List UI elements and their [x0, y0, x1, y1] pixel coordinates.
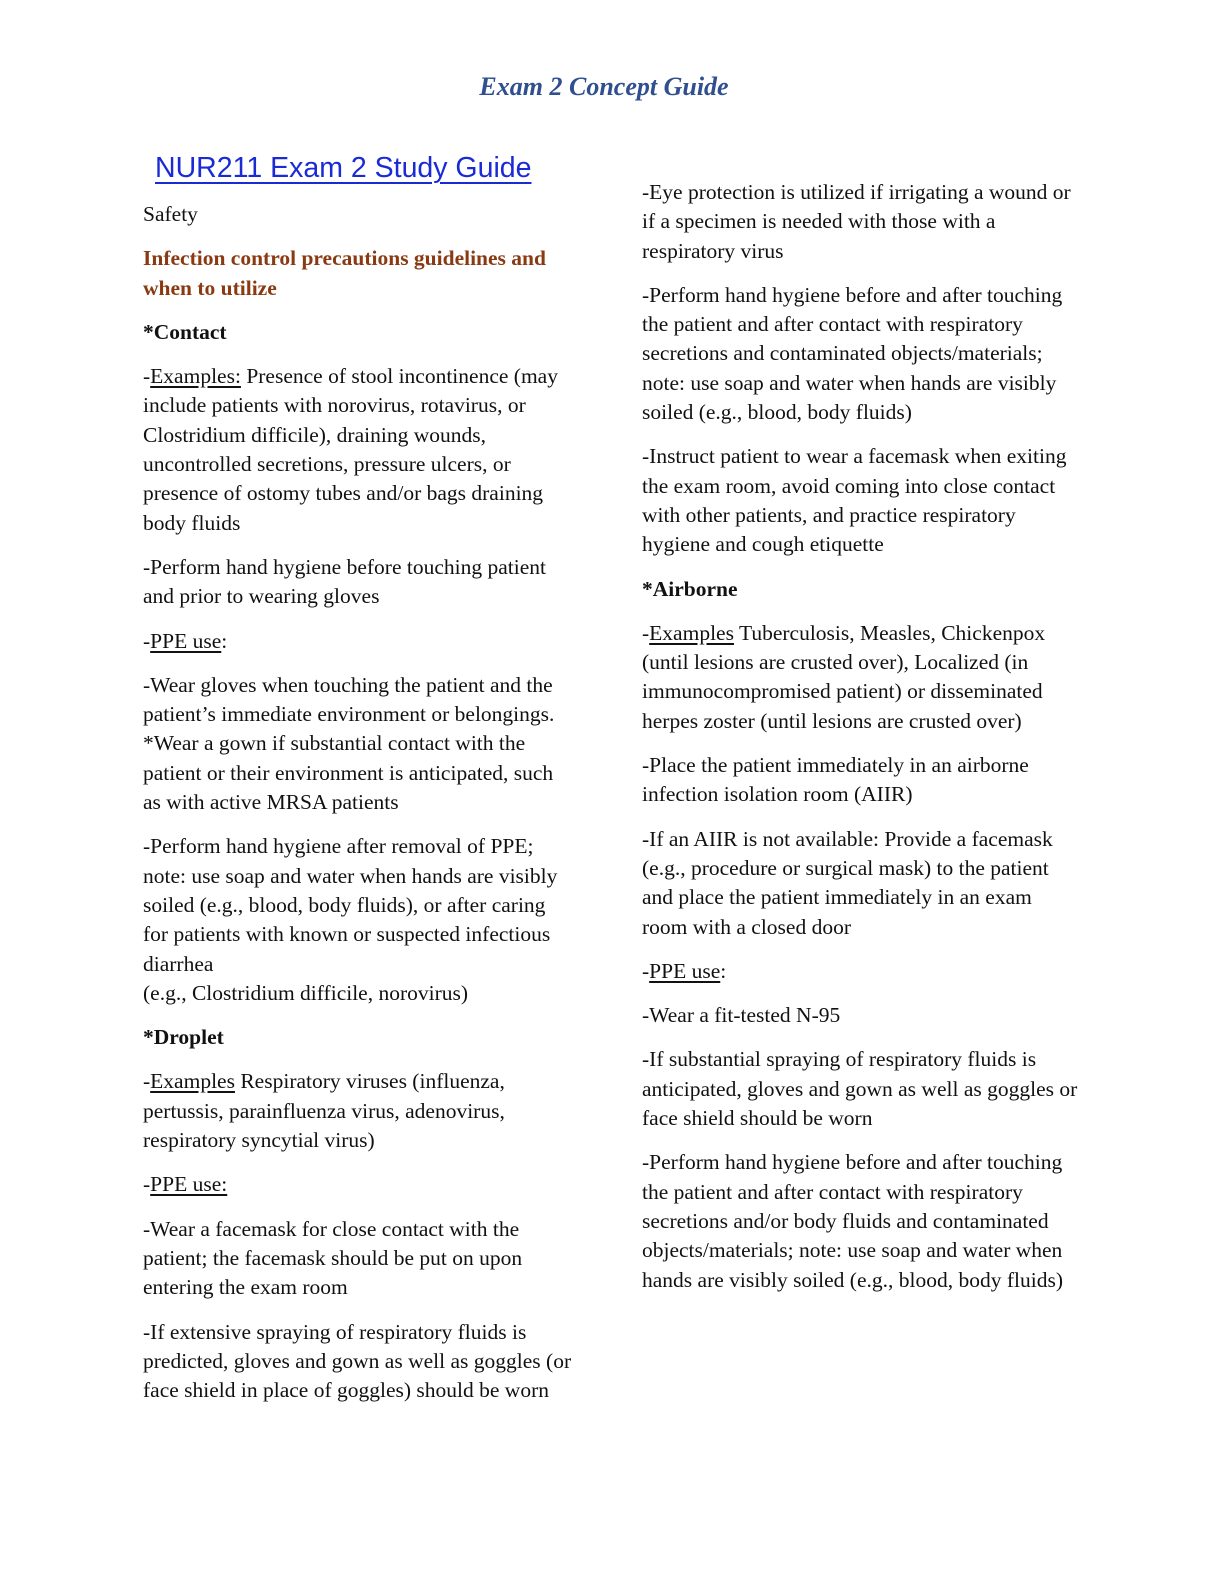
contact-ppe-suffix: : [221, 628, 228, 653]
contact-gloves-gown: -Wear gloves when touching the patient and the patient’s immediate environment or belongings. *Wear a gown if substantial contact with the patient or their environment is anticipated, such as with active MRSA patients [143, 672, 555, 815]
right-column [642, 178, 1082, 1310]
document-title-link[interactable]: NUR211 Exam 2 Study Guide [155, 152, 532, 184]
airborne-place-patient: -Place the patient immediately in an airborne infection isolation room (AIIR) [642, 753, 1029, 807]
airborne-ppe-prefix: - [642, 958, 650, 983]
droplet-hand-hygiene: -Perform hand hygiene before and after touching the patient and after contact with respiratory secretions and contaminated objects/materials; note: use soap and water when hands are visibly soiled (e.g., blood, body fluids) [642, 282, 1063, 425]
contact-examples-label: Examples: [150, 364, 241, 389]
contact-hand-hygiene-after-line1: -Perform hand hygiene after removal of PPE; note: use soap and water when hands are visibly soiled (e.g., blood, body fluids), or after caring for patients with known or suspected infectious diarrhea [143, 834, 558, 976]
droplet-eye-protection: -Eye protection is utilized if irrigating a wound or if a specimen is needed with those with a respiratory virus [642, 180, 1071, 263]
airborne-n95: -Wear a fit-tested N-95 [642, 1003, 841, 1028]
airborne-ppe-use [642, 957, 1082, 986]
droplet-examples [143, 1067, 573, 1155]
contact-ppe-use [143, 627, 573, 656]
contact-ppe-label: PPE use [150, 628, 222, 653]
droplet-heading: *Droplet [143, 1025, 224, 1050]
airborne-ppe-label: PPE use [649, 958, 721, 983]
contact-ppe-prefix: - [143, 628, 151, 653]
airborne-if-no-aiir: -If an AIIR is not available: Provide a facemask (e.g., procedure or surgical mask) to the patient and place the patient immediately in an exam room with a closed door [642, 826, 1053, 939]
droplet-ppe-use [143, 1170, 573, 1199]
contact-examples-prefix: - [143, 364, 151, 389]
contact-examples [143, 362, 573, 538]
left-column [143, 150, 573, 1420]
droplet-examples-text: Respiratory viruses (influenza, pertussis, parainfluenza virus, adenovirus, respiratory syncytial virus) [143, 1069, 505, 1153]
droplet-examples-prefix: - [143, 1069, 151, 1094]
airborne-examples-text: Tuberculosis, Measles, Chickenpox (until lesions are crusted over), Localized (in immunocompromised patient) or disseminated herpes zoster (until lesions are crusted over) [642, 620, 1046, 733]
droplet-ppe-prefix: - [143, 1172, 151, 1197]
contact-hand-hygiene-before: -Perform hand hygiene before touching patient and prior to wearing gloves [143, 554, 546, 609]
droplet-instruct-patient: -Instruct patient to wear a facemask when exiting the exam room, avoid coming into close contact with other patients, and practice respiratory hygiene and cough etiquette [642, 444, 1067, 557]
airborne-hand-hygiene: -Perform hand hygiene before and after touching the patient and after contact with respiratory secretions and/or body fluids and contaminated objects/materials; note: use soap and water when hands are visibly soiled (e.g., blood, body fluids) [642, 1150, 1063, 1292]
airborne-examples-prefix: - [642, 620, 650, 645]
airborne-examples [642, 619, 1082, 736]
airborne-heading: *Airborne [642, 576, 738, 601]
contact-examples-text: Presence of stool incontinence (may include patients with norovirus, rotavirus, or Clostridium difficile), draining wounds, uncontrolled secretions, pressure ulcers, or presence of ostomy tubes and/or bags draining body fluids [143, 364, 558, 535]
airborne-spraying: -If substantial spraying of respiratory fluids is anticipated, gloves and gown as well as goggles or face shield should be worn [642, 1047, 1078, 1131]
infection-control-heading: Infection control precautions guidelines and when to utilize [143, 246, 546, 300]
droplet-examples-label: Examples [150, 1069, 235, 1094]
droplet-ppe-label: PPE use: [150, 1172, 228, 1197]
airborne-ppe-suffix: : [720, 958, 727, 983]
safety-label: Safety [143, 202, 198, 226]
contact-hand-hygiene-after [143, 832, 573, 1008]
airborne-examples-label: Examples [649, 620, 734, 645]
droplet-facemask: -Wear a facemask for close contact with the patient; the facemask should be put on upon entering the exam room [143, 1216, 523, 1300]
page-header-title: Exam 2 Concept Guide [479, 72, 729, 101]
contact-heading: *Contact [143, 319, 227, 344]
contact-hand-hygiene-after-line2: (e.g., Clostridium difficile, norovirus) [143, 980, 469, 1005]
droplet-spraying: -If extensive spraying of respiratory fluids is predicted, gloves and gown as well as goggles (or face shield in place of goggles) should be worn [143, 1319, 572, 1403]
